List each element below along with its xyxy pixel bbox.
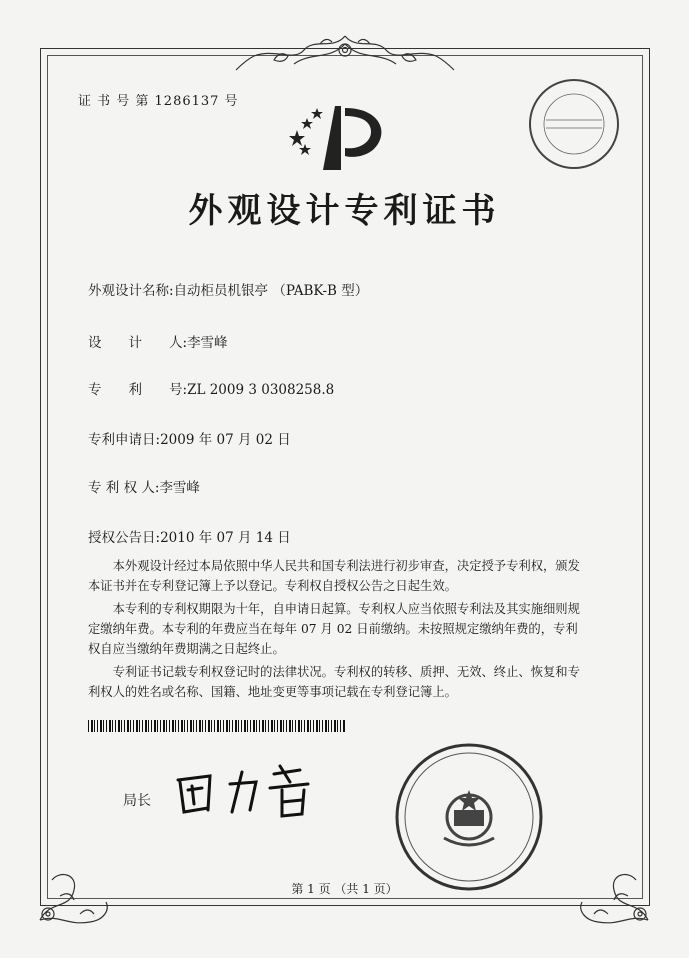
field-application-date: [88, 428, 291, 448]
field-design-name: [88, 279, 368, 299]
paragraph: 专利证书记载专利权登记时的法律状况。专利权的转移、质押、无效、终止、恢复和专利权人的姓名或名称、国籍、地址变更等事项记载在专利登记簿上。: [88, 665, 580, 699]
field-patentee: [88, 476, 200, 496]
top-ornament: [234, 30, 456, 74]
director-label: 局长: [123, 793, 151, 809]
paragraph: 本外观设计经过本局依照中华人民共和国专利法进行初步审查，决定授予专利权，颁发本证书并在专利登记簿上予以登记。专利权自授权公告之日起生效。: [88, 559, 580, 593]
field-value: 自动柜员机银亭 （PABK-B 型）: [173, 283, 369, 299]
field-value: 2009 年 07 月 02 日: [160, 432, 291, 448]
field-grant-date: [88, 526, 291, 546]
field-label: 专 利 权 人:: [88, 480, 160, 496]
field-patent-number: [88, 378, 334, 398]
field-label: 专利申请日:: [88, 432, 161, 448]
page-number: 第 1 页 （共 1 页）: [291, 882, 398, 896]
field-value: 李雪峰: [187, 335, 228, 351]
state-office-seal: [394, 742, 544, 896]
certificate-number: 证 书 号 第 1286137 号: [78, 94, 239, 109]
field-label: 外观设计名称:: [88, 283, 174, 299]
patent-office-emblem: [283, 100, 393, 176]
paragraph: 本专利的专利权期限为十年，自申请日起算。专利权人应当依照专利法及其实施细则规定缴纳年费。本专利的年费应当在每年 07 月 02 日前缴纳。未按照规定缴纳年费的，专利权自应当缴纳年费期满之日起终止。: [88, 602, 580, 656]
certificate-body: [88, 556, 588, 705]
small-seal-stamp: [526, 76, 622, 176]
field-value: ZL 2009 3 0308258.8: [187, 382, 335, 398]
field-label: 设 计 人:: [88, 335, 188, 351]
field-value: 2010 年 07 月 14 日: [160, 530, 291, 546]
director-signature: [170, 760, 320, 824]
certificate-title: 外观设计专利证书: [188, 191, 501, 231]
field-designer: [88, 331, 228, 351]
field-label: 授权公告日:: [88, 530, 161, 546]
field-label: 专 利 号:: [88, 382, 188, 398]
barcode: [88, 720, 346, 732]
field-value: 李雪峰: [159, 480, 200, 496]
